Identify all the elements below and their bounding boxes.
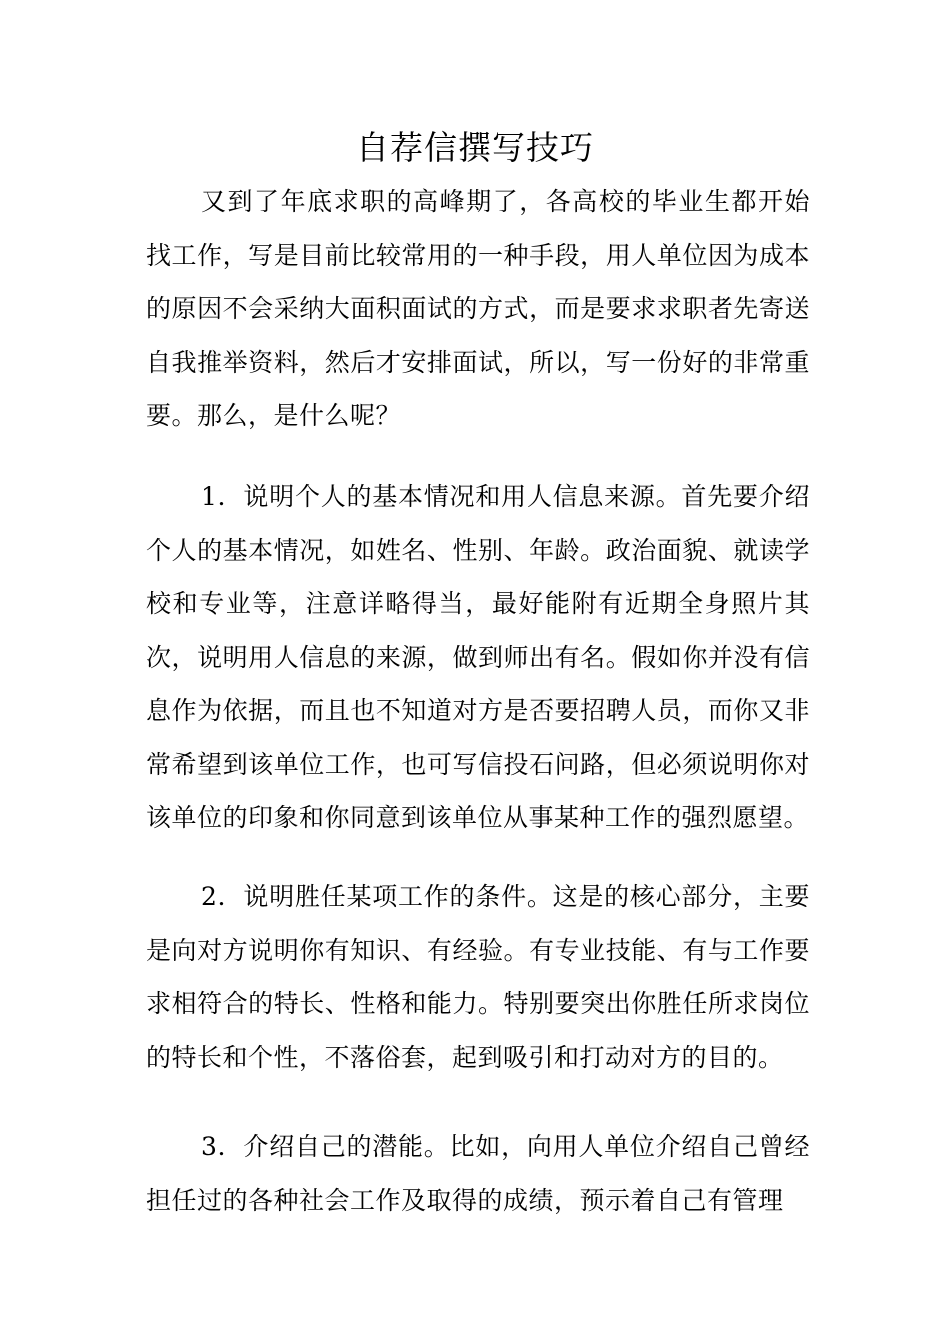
section-2-paragraph: 2．说明胜任某项工作的条件。这是的核心部分，主要是向对方说明你有知识、有经验。有专业技能、有与工作要求相符合的特长、性格和能力。特别要突出你胜任所求岗位的特长和个性，不落俗套，起到吸引和打动对方的目的。 — [146, 882, 810, 1072]
intro-paragraph: 又到了年底求职的高峰期了，各高校的毕业生都开始找工作，写是目前比较常用的一种手段，用人单位因为成本的原因不会采纳大面积面试的方式，而是要求求职者先寄送自我推举资料，然后才安排面试，所以，写一份好的非常重要。那么，是什么呢？ — [146, 187, 810, 430]
document-title: 自荐信撰写技巧 — [356, 128, 594, 167]
section-3-paragraph: 3．介绍自己的潜能。比如，向用人单位介绍自己曾经担任过的各种社会工作及取得的成绩，预示着自己有管理 — [146, 1132, 810, 1215]
section-1-paragraph: 1．说明个人的基本情况和用人信息来源。首先要介绍个人的基本情况，如姓名、性别、年龄。政治面貌、就读学校和专业等，注意详略得当，最好能附有近期全身照片其次，说明用人信息的来源，做到师出有名。假如你并没有信息作为依据，而且也不知道对方是否要招聘人员，而你又非常希望到该单位工作，也可写信投石问路，但必须说明你对该单位的印象和你同意到该单位从事某种工作的强烈愿望。 — [146, 482, 810, 832]
